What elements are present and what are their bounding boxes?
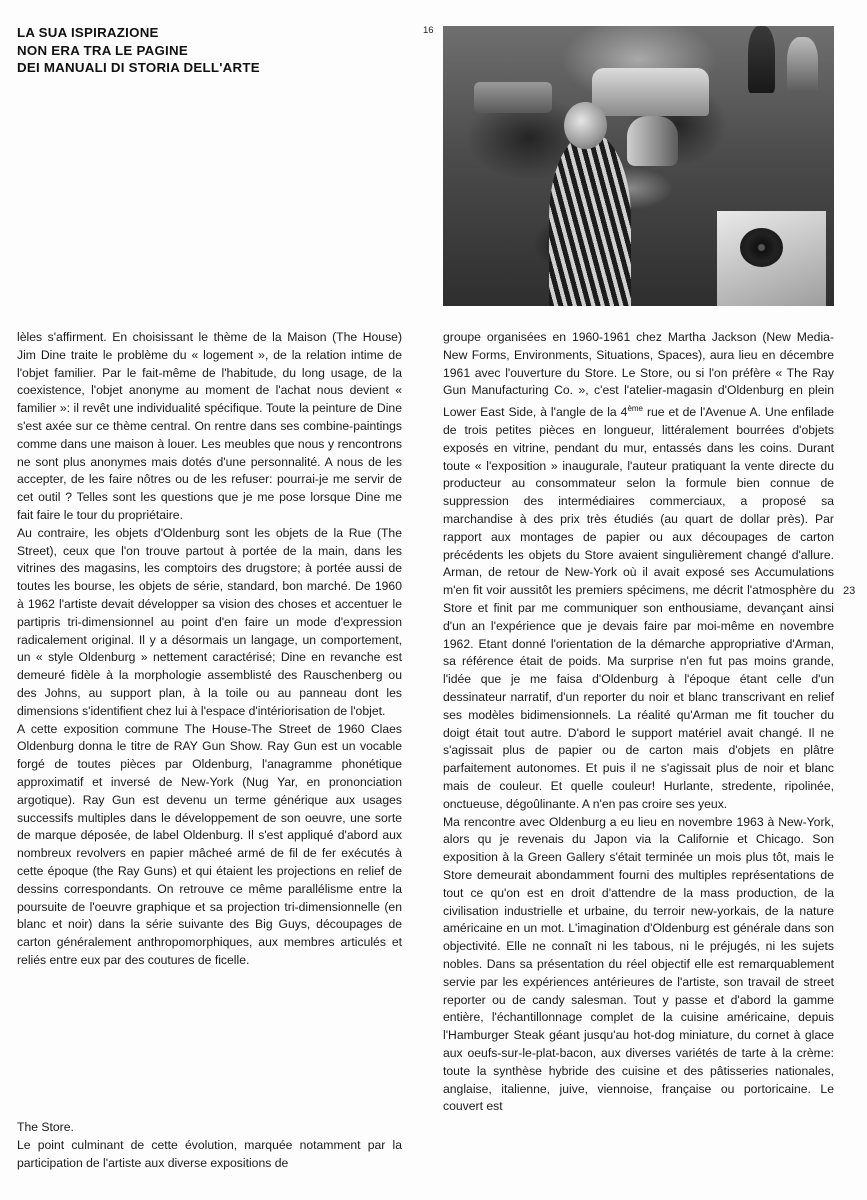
page-number: 23 — [843, 585, 856, 597]
photo-bench-shape — [474, 82, 552, 113]
left-paragraph-2: Au contraire, les objets d'Oldenburg sont les objets de la Rue (The Street), ceux que l'on trouve partout à portée de la main, dans les vitrines des magasins, les comptoirs des drugstore; à portée aussi de toutes les bourse, les objets de série, standard, bon marché. De 1960 à 1962 l'artiste devait développer sa vision des choses et accentuer le partipris tri-dimensionnel au point d'en faire un mode d'expression radicalement original. Il y a désormais un langage, un comportement, un « style Oldenburg » nettement caractérisé; Dine en revanche est demeuré fidèle à la morphologie assemblisté des Rauschenberg ou des Johns, au support plan, à la toile ou au panneau dont les dimensions s'identifient chez lui à l'espace d'intériorisation de l'objet. — [17, 525, 402, 718]
headline-line-1: LA SUA ISPIRAZIONE — [17, 25, 159, 40]
photo-record — [740, 228, 783, 267]
photo-seated-person — [549, 132, 631, 306]
photo-standing-figure — [748, 26, 775, 93]
headline-line-3: DEI MANUALI DI STORIA DELL'ARTE — [17, 60, 260, 75]
photo-head-shape — [564, 102, 607, 150]
left-paragraph-3: A cette exposition commune The House-The Street de 1960 Claes Oldenburg donna le titre de RAY Gun Show. Ray Gun est un vocable forgé de toutes pièces par Oldenburg, l'anagramme phonétique approximatif et inversé de New-York (Nug Yar, en prononciation argotique). Ray Gun est devenu un terme générique aux usages successifs multiples dans le développement de son oeuvre, une sorte de marque déposée, de label Oldenburg. Il s'est appliqué d'abord aux nombreux revolvers en papier mâcheé armé de fil de fer exécutés à cette époque (the Ray Guns) et qui étaient les projections en relief de dessins correspondants. On retrouve ce même parallélisme entre la poursuite de l'oeuvre graphique et sa projection tri-dimensionnelle (en blanc et noir) dans la série suivante des Big Guys, découpages de carton généralement anthropomorphiques, aux membres articulés et reliés entre eux par des coutures de ficelle. — [17, 721, 402, 967]
right-paragraph-1 — [443, 329, 834, 814]
right-paragraph-1-part-2: rue et de l'Avenue A. Une enfilade de trois petites pièces en longueur, littéralement bourrées d'objets exposés en vitrine, pendant du mur, entassés dans les coins. Durant toute « l'exposition » inaugurale, l'auteur pratiquant la vente directe du producteur au consommateur selon la formule bien connue de suppression des intermédiaires commerciaux, a proposé sa marchandise à des prix très étudiés (au quart de dollar près). Par rapport aux montages de papier ou aux découpages de carton précédents les objets du Store avaient singulièrement changé d'allure. Arman, de retour de New-York où il avait exposé ses Accumulations m'en fit voir aussitôt les premiers spécimens, me décrit l'atmosphère du Store et finit par me communiquer son enthousiame, devançant ainsi d'un an l'expérience que je devais faire par moi-même en novembre 1962. Etant donné l'orientation de la démarche appropriative d'Arman, sa référence était de poids. Ma surprise n'en fut pas moins grande, l'idée que je me faisa d'Oldenburg à l'époque étant celle d'un dessinateur narratif, d'un reporter du noir et blanc transcrivant en relief ses modèles bidimensionnels. La réalité qu'Arman me fit toucher du doigt était tout autre. D'abord le support matériel avait changé. Il ne s'agissait plus de papier ou de carton mais d'objets en plâtre parfaitement autonomes. Et puis il ne s'agissait plus de noir et blanc mais de couleur. Et quelle couleur! Hurlante, stredente, ripolinée, onctueuse, dégoûlinante. A n'en pas croire ses yeux. — [443, 405, 834, 811]
headline — [17, 24, 260, 77]
figure-number: 16 — [423, 25, 434, 36]
photo-standing-figure-2 — [787, 37, 818, 93]
photo-sofa-shape — [592, 68, 709, 116]
left-paragraph-1: lèles s'affirment. En choisissant le thème de la Maison (The House) Jim Dine traite le problème du « logement », de la relation intime de l'objet familier. Par le fait-même de l'habitude, du long usage, de la coexistence, l'objet anonyme au moment de l'achat nous devient « familier »: il revêt une individualité spécifique. Toute la peinture de Dine s'est axée sur ce thème central. On rentre dans ses combine-paintings comme dans une maison à louer. Les meubles que nous y rencontrons ne sont plus anonymes mais dotés d'une personnalité. A nous de les accepter, de les faire nôtres ou de les refuser: pourrai-je me servir de cet outil ? Telles sont les questions que je me pose lorsque Dine me fait faire le tour du propriétaire. — [17, 330, 402, 522]
ordinal-superscript: ème — [627, 404, 643, 414]
right-paragraph-2: Ma rencontre avec Oldenburg a eu lieu en novembre 1963 à New-York, alors qu je revenais du Japon via la Californie et Chicago. Son exposition à la Green Gallery s'était terminée un mois plus tôt, mais le Store demeurait abondamment fourni des multiples représentations de tout ce qu'on est en droit d'attendre de la mass production, de la civilisation industrielle et urbaine, du terroir new-yorkais, de la nature américaine en un mot. L'imagination d'Oldenburg est générale dans son objectivité. Elle ne connaît ni les tabous, ni le préjugés, ni les sujets nobles. Dans sa présentation du réel objectif elle est remarquablement servie par les expériences antérieures de l'artiste, son travail de street reporter ou de candy salesman. Tout y passe et d'abord la gamme entière, l'échantillonnage complet de la cuisine américaine, depuis l'Hamburger Steak géant jusqu'au hot-dog miniature, du cornet à glace aux oeufs-sur-le-plat-bacon, aux diverses variétés de tarte à la crème: toute la synthèse hybride des cuisine et des pâtisseries nationales, anglaise, italienne, juive, viennoise, française ou portoricaine. Le couvert est — [443, 814, 834, 1114]
photo-pot-shape — [627, 116, 678, 166]
right-column — [443, 329, 834, 1116]
headline-line-2: NON ERA TRA LE PAGINE — [17, 42, 188, 58]
section-title: The Store. — [17, 1120, 74, 1134]
right-paragraph-1-part-1: groupe organisées en 1960-1961 chez Martha Jackson (New Media-New Forms, Environments, Situations, Spaces), aura lieu en décembre 1961 avec l'ouverture du Store. Le Store, ou si l'on préfère « The Ray Gun Manufacturing Co. », c'est l'atelier-magasin d'Oldenburg en plein Lower East Side, à l'angle de la 4 — [443, 330, 834, 420]
left-column — [17, 329, 402, 970]
photograph — [443, 26, 834, 306]
bottom-paragraph: Le point culminant de cette évolution, marquée notamment par la participation de l'artiste aux diverse expositions de — [17, 1138, 402, 1170]
